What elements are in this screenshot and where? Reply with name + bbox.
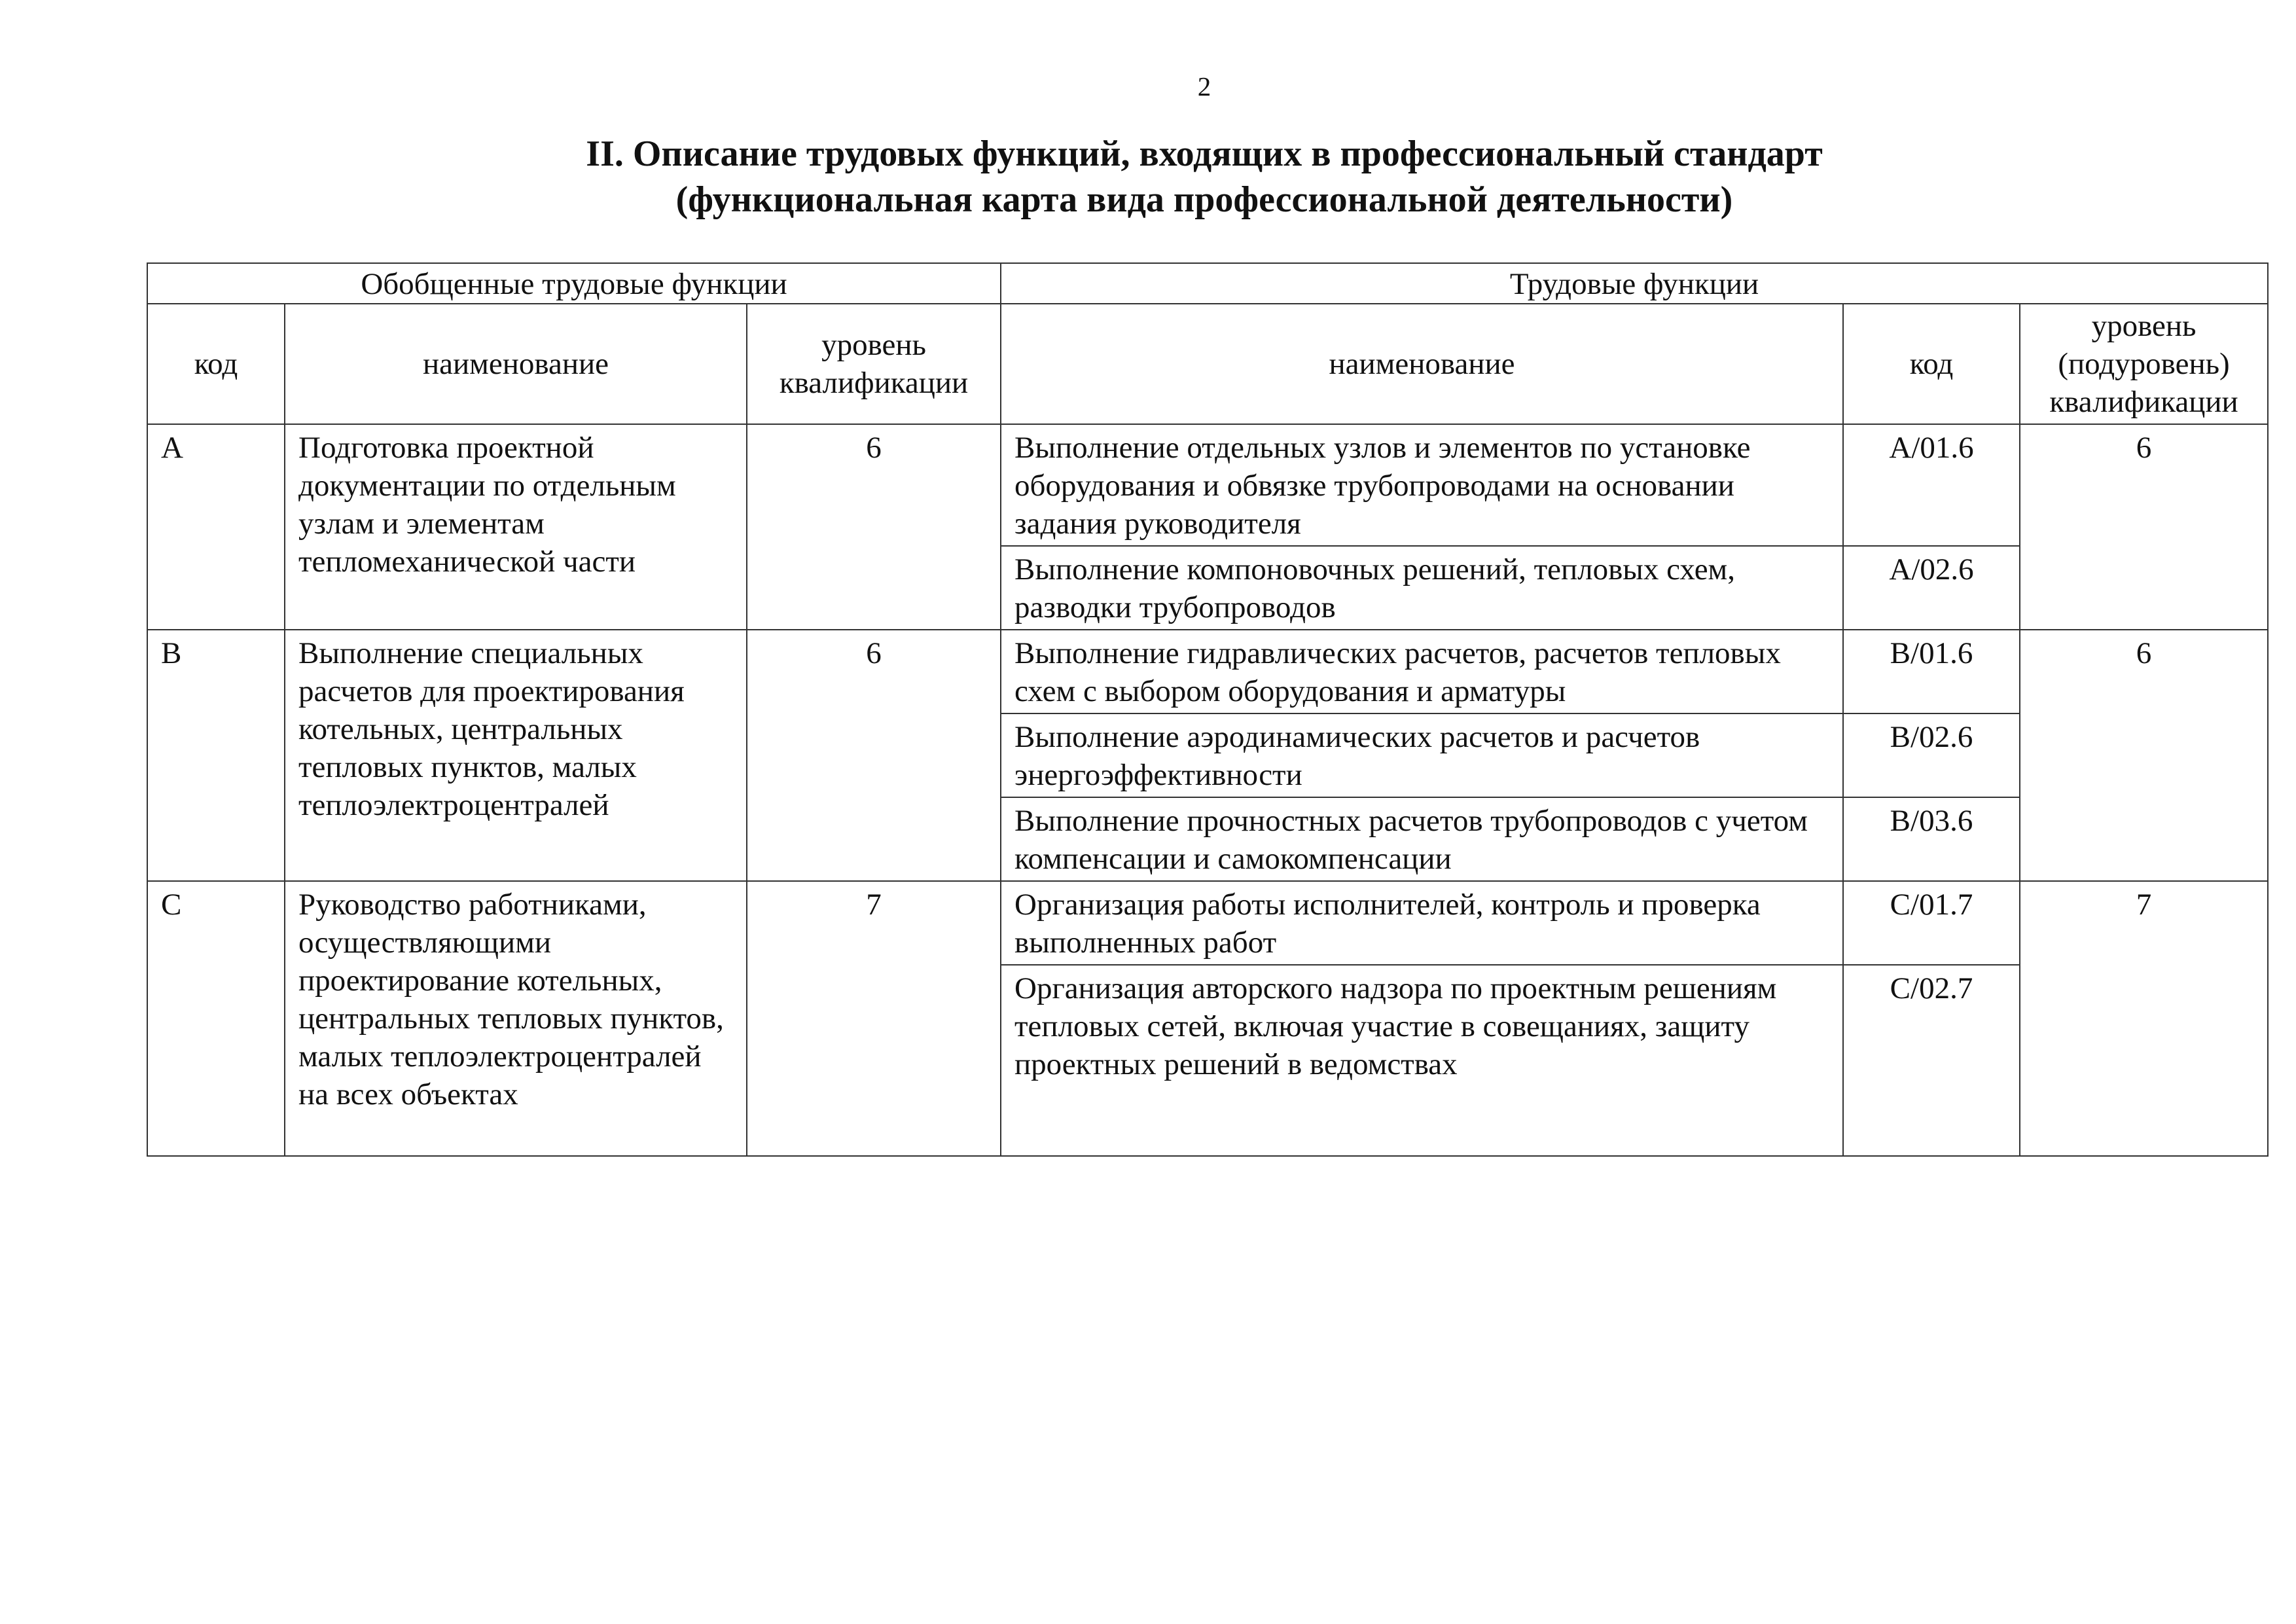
gen-level-cell: 6 xyxy=(747,630,1001,881)
tf-level-cell: 6 xyxy=(2020,630,2268,881)
table-row xyxy=(147,881,2268,965)
tf-level-cell: 6 xyxy=(2020,424,2268,630)
gen-name-cell: Подготовка проектной документации по отдельным узлам и элементам тепломеханической части xyxy=(285,424,747,630)
tf-name-cell: Выполнение аэродинамических расчетов и расчетов энергоэффективности xyxy=(1001,713,1843,797)
tf-name-cell: Организация авторского надзора по проектным решениям тепловых сетей, включая участие в совещаниях, защиту проектных решений в ведомствах xyxy=(1001,965,1843,1156)
gen-level-cell: 6 xyxy=(747,424,1001,630)
gen-code-cell: B xyxy=(147,630,285,881)
tf-code-cell: B/03.6 xyxy=(1843,797,2020,881)
col-header-tf-name: наименование xyxy=(1001,304,1843,424)
tf-name-cell: Организация работы исполнителей, контроль и проверка выполненных работ xyxy=(1001,881,1843,965)
page-title xyxy=(0,131,2296,223)
tf-name-cell: Выполнение отдельных узлов и элементов по установке оборудования и обвязке трубопроводами на основании задания руководителя xyxy=(1001,424,1843,546)
page-number: 2 xyxy=(1197,71,1211,101)
header-row-columns xyxy=(147,304,2268,424)
title-line-1: II. Описание трудовых функций, входящих в профессиональный стандарт xyxy=(586,134,1823,174)
col-header-tf-code: код xyxy=(1843,304,2020,424)
gen-code-cell: C xyxy=(147,881,285,1156)
tf-name-cell: Выполнение прочностных расчетов трубопроводов с учетом компенсации и самокомпенсации xyxy=(1001,797,1843,881)
gen-name-cell: Руководство работниками, осуществляющими проектирование котельных, центральных тепловых пунктов, малых теплоэлектроцентралей на всех объектах xyxy=(285,881,747,1156)
tf-code-cell: C/02.7 xyxy=(1843,965,2020,1156)
tf-level-cell: 7 xyxy=(2020,881,2268,1156)
col-header-gen-name: наименование xyxy=(285,304,747,424)
gen-level-cell: 7 xyxy=(747,881,1001,1156)
gen-name-cell: Выполнение специальных расчетов для проектирования котельных, центральных тепловых пунктов, малых теплоэлектроцентралей xyxy=(285,630,747,881)
table-row xyxy=(147,424,2268,546)
col-header-gen-code: код xyxy=(147,304,285,424)
table-row xyxy=(147,630,2268,713)
tf-code-cell: B/02.6 xyxy=(1843,713,2020,797)
gen-code-cell: A xyxy=(147,424,285,630)
tf-code-cell: A/02.6 xyxy=(1843,546,2020,630)
header-generalized-functions: Обобщенные трудовые функции xyxy=(147,263,1001,304)
header-row-groups xyxy=(147,263,2268,304)
title-line-2: (функциональная карта вида профессиональной деятельности) xyxy=(675,179,1733,220)
col-header-gen-level: уровень квалификации xyxy=(747,304,1001,424)
col-header-tf-level: уровень (подуровень) квалификации xyxy=(2020,304,2268,424)
tf-name-cell: Выполнение компоновочных решений, тепловых схем, разводки трубопроводов xyxy=(1001,546,1843,630)
tf-code-cell: B/01.6 xyxy=(1843,630,2020,713)
tf-name-cell: Выполнение гидравлических расчетов, расчетов тепловых схем с выбором оборудования и арматуры xyxy=(1001,630,1843,713)
header-labor-functions: Трудовые функции xyxy=(1001,263,2268,304)
functional-map-table xyxy=(147,262,2269,1157)
tf-code-cell: A/01.6 xyxy=(1843,424,2020,546)
tf-code-cell: C/01.7 xyxy=(1843,881,2020,965)
